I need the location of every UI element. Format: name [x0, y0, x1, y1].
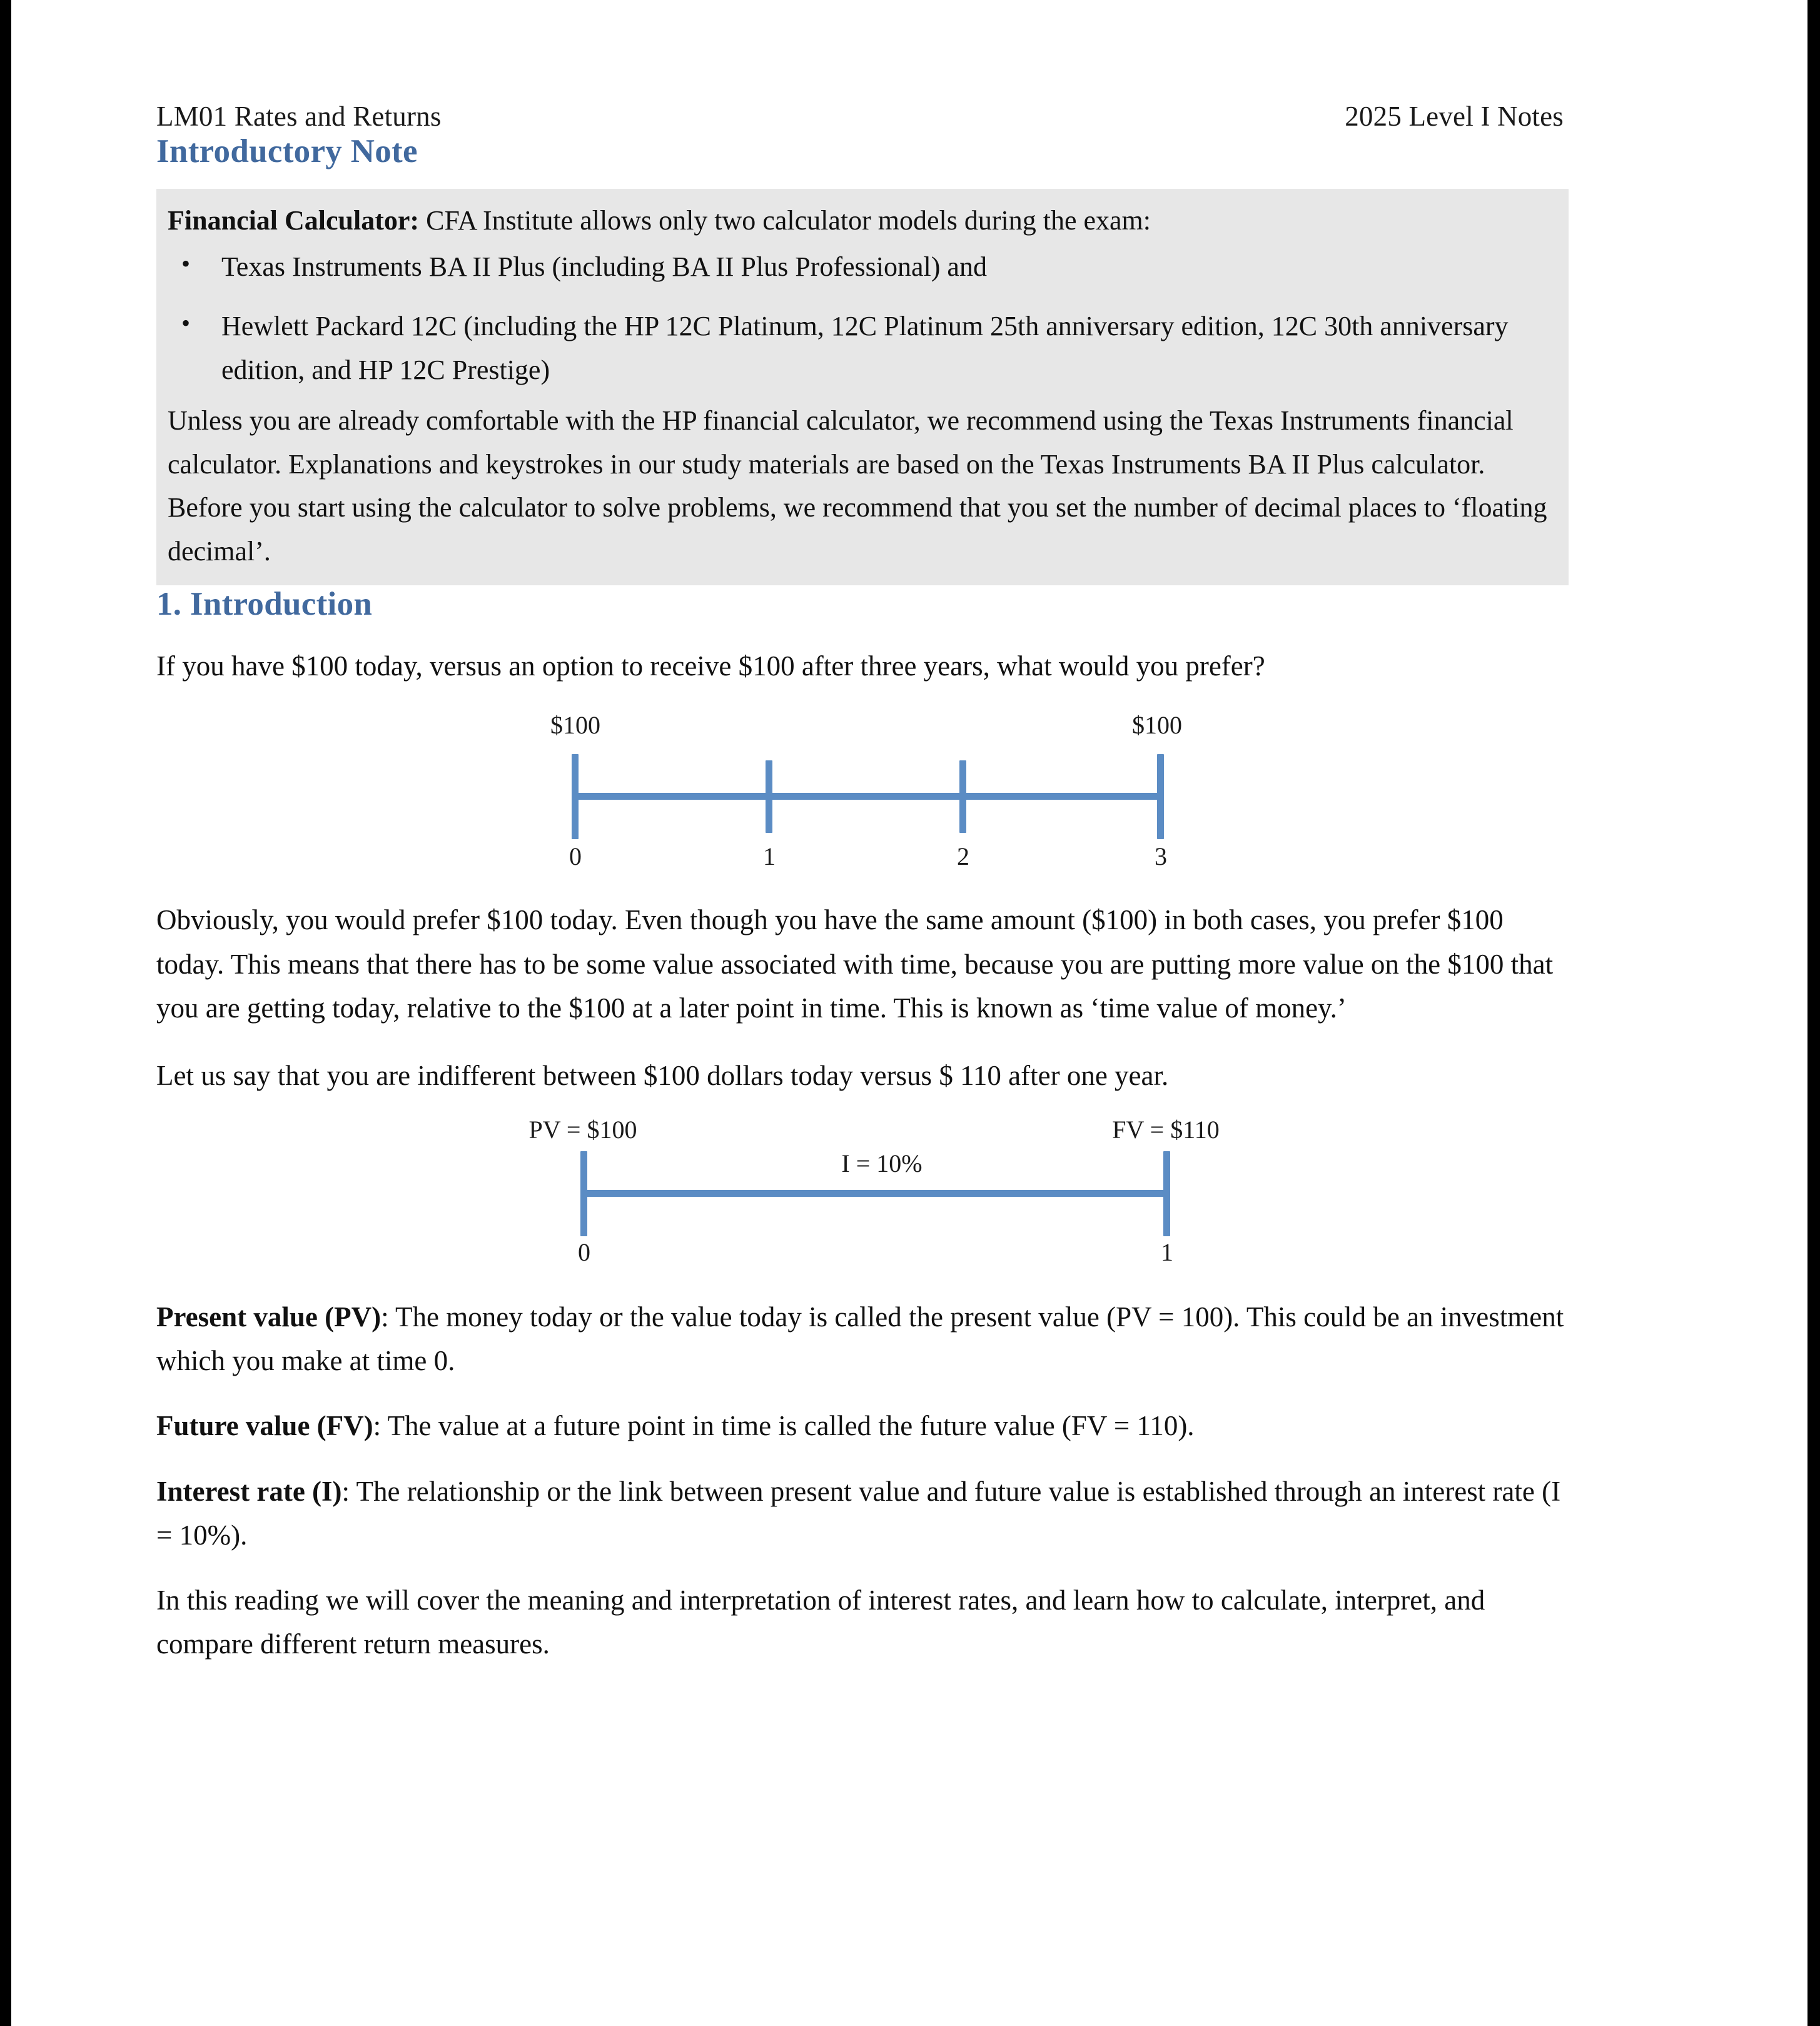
calculator-model-list	[168, 245, 1556, 392]
introductory-note-heading: Introductory Note	[156, 133, 418, 169]
timeline-period-label-1: 1	[1161, 1238, 1173, 1267]
introductory-note-box	[156, 189, 1569, 585]
timeline-period-label-0: 0	[569, 842, 582, 871]
timeline-period-label-3: 3	[1155, 842, 1167, 871]
financial-calculator-lead	[168, 199, 1556, 243]
list-item: • Texas Instruments BA II Plus (including BA II Plus Professional) and	[168, 245, 1556, 289]
definition-term-i: Interest rate (I)	[156, 1475, 342, 1507]
timeline-cashflow-start-label: $100	[550, 711, 600, 740]
timeline-tick-1	[1163, 1151, 1170, 1236]
timeline-cashflow-end-label: $100	[1132, 711, 1182, 740]
timeline-interest-rate-label: I = 10%	[841, 1149, 923, 1178]
timeline-axis-line	[575, 793, 1160, 800]
introduction-paragraph-4: In this reading we will cover the meaning and interpretation of interest rates, and learn how to calculate, interpret, and compare different return measures.	[156, 1585, 1485, 1660]
document-page	[11, 0, 1807, 2026]
timeline-axis-line	[584, 1190, 1167, 1197]
financial-calculator-label: Financial Calculator:	[168, 205, 420, 236]
note-paragraph-2: Before you start using the calculator to solve problems, we recommend that you set the number of decimal places to ‘floating decimal’.	[168, 492, 1547, 567]
definition-body-fv: : The value at a future point in time is called the future value (FV = 110).	[373, 1410, 1195, 1442]
definition-interest-rate	[156, 1469, 1570, 1557]
introduction-paragraph-1: If you have $100 today, versus an option to receive $100 after three years, what would you prefer?	[156, 650, 1265, 682]
note-paragraph-1: Unless you are already comfortable with the HP financial calculator, we recommend using the Texas Instruments financial calculator. Explanations and keystrokes in our study materials are based on the Texas Instruments BA II Plus calculator.	[168, 405, 1514, 480]
definition-term-pv: Present value (PV)	[156, 1301, 382, 1333]
introduction-paragraph-2: Obviously, you would prefer $100 today. Even though you have the same amount ($100) in both cases, you prefer $100 today. This means that there has to be some value associated with time, because you are putting more value on the $100 that you are getting today, relative to the $100 at a later point in time. This is known as ‘time value of money.’	[156, 904, 1554, 1024]
timeline-tick-0	[572, 754, 579, 839]
timeline-tick-1	[766, 760, 772, 833]
header-right-text: 2025 Level I Notes	[1345, 101, 1564, 132]
timeline-diagram-pv-fv	[156, 1115, 1570, 1271]
definition-body-pv: : The money today or the value today is called the present value (PV = 100). This could be an investment which you make at time 0.	[156, 1301, 1564, 1377]
introduction-paragraph-3: Let us say that you are indifferent between $100 dollars today versus $ 110 after one year.	[156, 1059, 1169, 1091]
timeline-period-label-0: 0	[578, 1238, 590, 1267]
page-content	[156, 0, 1570, 1666]
definition-body-i: : The relationship or the link between present value and future value is established through an interest rate (I = 10%).	[156, 1475, 1561, 1551]
timeline-period-label-2: 2	[957, 842, 969, 871]
timeline-fv-label: FV = $110	[1112, 1116, 1220, 1144]
timeline-tick-0	[580, 1151, 587, 1236]
running-header	[156, 0, 1570, 133]
timeline-period-label-1: 1	[763, 842, 776, 871]
definition-future-value	[156, 1404, 1570, 1448]
definition-present-value	[156, 1295, 1570, 1383]
financial-calculator-lead-rest: CFA Institute allows only two calculator models during the exam:	[419, 205, 1151, 236]
timeline-pv-label: PV = $100	[528, 1116, 637, 1144]
timeline-tick-2	[959, 760, 966, 833]
timeline-tick-3	[1157, 754, 1164, 839]
introduction-heading: 1. Introduction	[156, 586, 373, 623]
list-item: • Hewlett Packard 12C (including the HP 12C Platinum, 12C Platinum 25th anniversary edition, 12C 30th anniversary edition, and HP 12C Prestige)	[168, 305, 1556, 391]
header-left-text: LM01 Rates and Returns	[156, 101, 442, 132]
definition-term-fv: Future value (FV)	[156, 1410, 373, 1442]
timeline-diagram-three-years	[156, 707, 1570, 874]
